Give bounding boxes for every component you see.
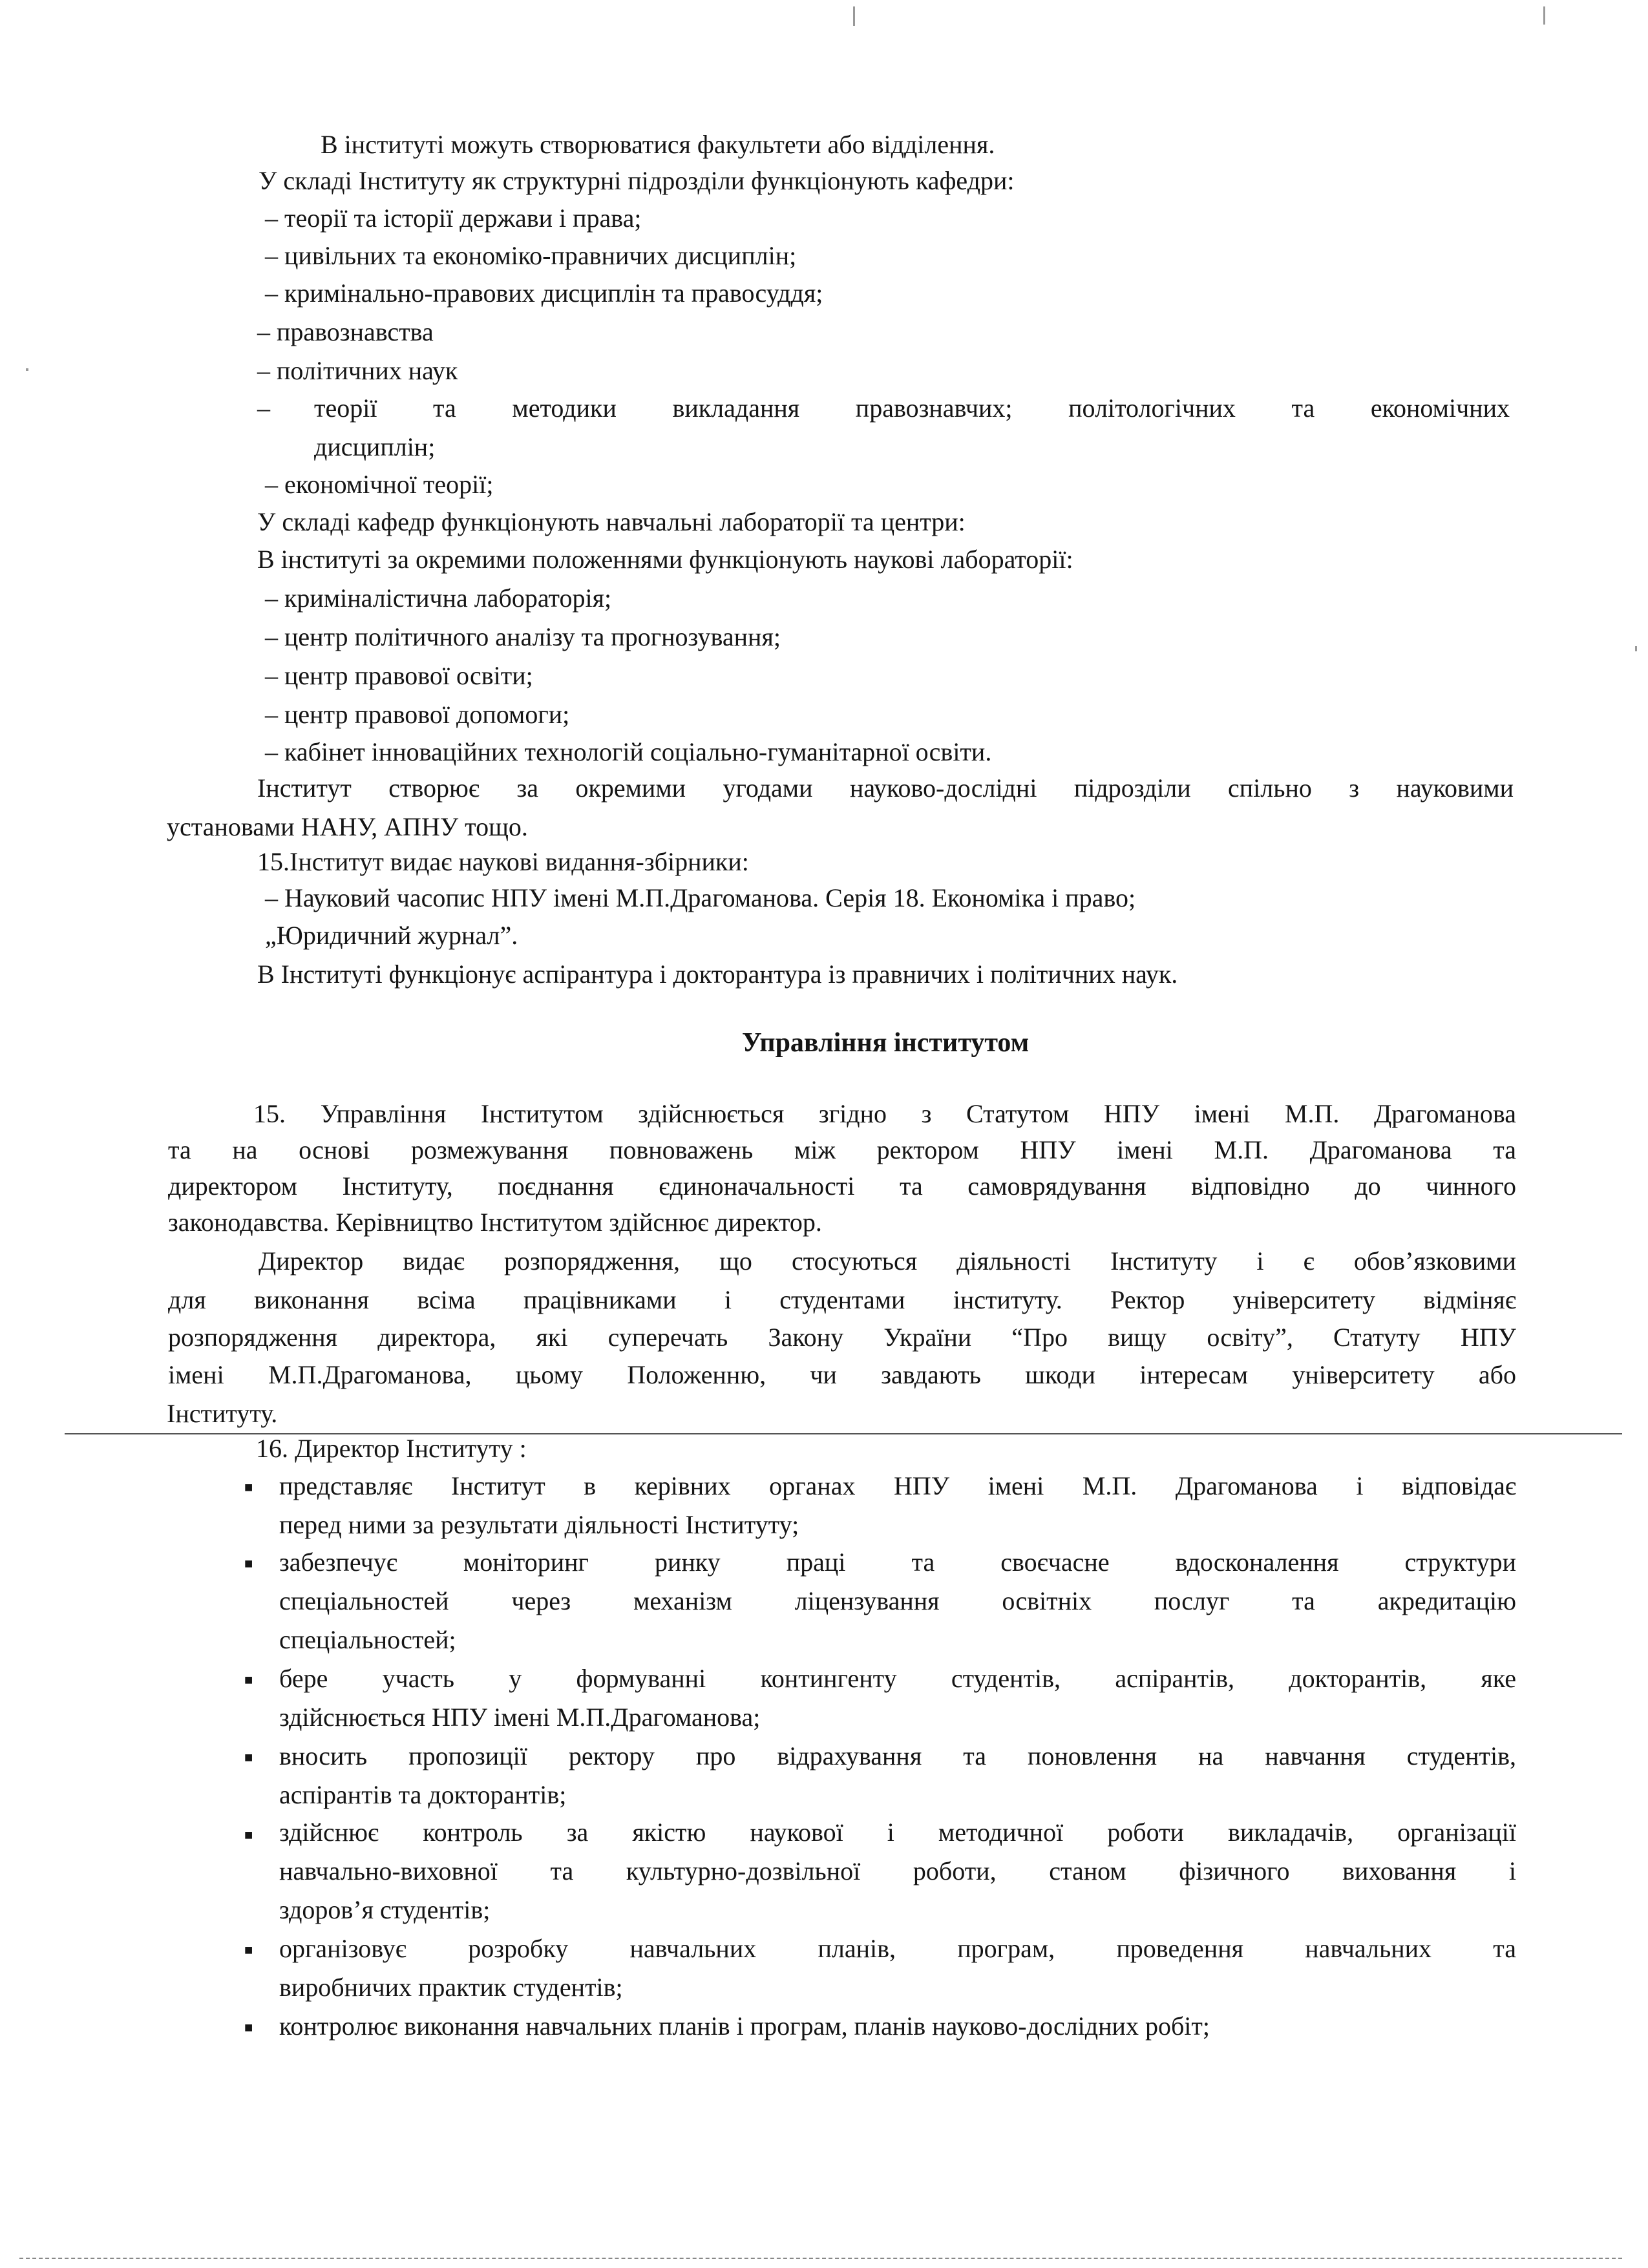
duty-line: представляє Інститут в керівних органах НПУ імені М.П. Драгоманова і відповідає [279, 1471, 1516, 1500]
department-item: – цивільних та економіко-правничих дисциплін; [265, 241, 797, 270]
management-line: 15. Управління Інститутом здійснюється згідно з Статутом НПУ імені М.П. Драгоманова [253, 1099, 1516, 1128]
duty-line: виробничих практик студентів; [279, 1973, 623, 2002]
section-heading: Управління інститутом [742, 1028, 1030, 1058]
lab-item: – центр правової допомоги; [265, 700, 570, 729]
lab-item: – центр правової освіти; [265, 661, 533, 690]
graduate-line: В Інституті функціонує аспірантура і докторантура із правничих і політичних наук. [257, 960, 1178, 989]
management-line: законодавства. Керівництво Інститутом здійснює директор. [168, 1208, 822, 1237]
labs-in-departments: У складі кафедр функціонують навчальні лабораторії та центри: [257, 507, 966, 536]
duty-line: перед ними за результати діяльності Інституту; [279, 1510, 799, 1539]
duty-line: здійснюється НПУ імені М.П.Драгоманова; [279, 1703, 761, 1732]
publication-item: – Науковий часопис НПУ імені М.П.Драгоманова. Серія 18. Економіка і право; [265, 883, 1136, 912]
scan-speck [26, 368, 28, 371]
duty-line: забезпечує моніторинг ринку праці та своєчасне вдосконалення структури [279, 1548, 1516, 1577]
scan-speck [1635, 646, 1637, 651]
research-line: установами НАНУ, АПНУ тощо. [167, 812, 528, 841]
orders-line: Директор видає розпорядження, що стосуються діяльності Інституту і є обов’язковими [259, 1246, 1516, 1276]
labs-intro: В інституті за окремими положеннями функціонують наукові лабораторії: [257, 545, 1073, 574]
duty-line: спеціальностей через механізм ліцензування освітніх послуг та акредитацію [279, 1586, 1516, 1615]
bullet-icon: ■ [244, 2019, 253, 2035]
bullet-icon: ■ [244, 1672, 253, 1688]
scan-speck [1543, 6, 1545, 25]
duty-line: навчально-виховної та культурно-дозвільної роботи, станом фізичного виховання і [279, 1856, 1516, 1885]
duty-line: здоров’я студентів; [279, 1895, 491, 1924]
bullet-icon: ■ [244, 1479, 253, 1495]
bullet-icon: ■ [244, 1555, 253, 1571]
lab-item: – центр політичного аналізу та прогнозування; [265, 622, 781, 651]
duty-line: організовує розробку навчальних планів, програм, проведення навчальних та [279, 1934, 1516, 1963]
scan-edge-line [19, 2258, 1622, 2259]
duty-line: вносить пропозиції ректору про відрахування та поновлення на навчання студентів, [279, 1741, 1516, 1770]
lab-item: – криміналістична лабораторія; [265, 583, 612, 613]
department-item: – теорії та історії держави і права; [265, 204, 642, 233]
department-item: – кримінально-правових дисциплін та правосуддя; [265, 278, 823, 308]
lab-item: – кабінет інноваційних технологій соціально-гуманітарної освіти. [265, 737, 992, 766]
publication-item: „Юридичний журнал”. [265, 921, 518, 950]
duty-line: спеціальностей; [279, 1625, 456, 1654]
department-item: – економічної теорії; [265, 470, 494, 499]
duty-line: контролює виконання навчальних планів і програм, планів науково-дослідних робіт; [279, 2011, 1210, 2041]
department-item: – політичних наук [257, 356, 458, 385]
bullet-icon: ■ [244, 1827, 253, 1843]
department-dash: – [257, 394, 270, 423]
orders-line: Інституту. [167, 1399, 278, 1428]
orders-line: імені М.П.Драгоманова, цьому Положенню, чи завдають шкоди інтересам університету або [168, 1360, 1516, 1389]
orders-line: для виконання всіма працівниками і студентами інституту. Ректор університету відміняє [168, 1285, 1516, 1314]
scan-speck [853, 6, 855, 26]
department-item-cont: дисциплін; [314, 432, 436, 461]
management-line: та на основі розмежування повноважень між ректором НПУ імені М.П. Драгоманова та [168, 1135, 1516, 1164]
bullet-icon: ■ [244, 1942, 253, 1958]
departments-intro: У складі Інституту як структурні підрозділи функціонують кафедри: [259, 166, 1015, 195]
intro-line: В інституті можуть створюватися факультети або відділення. [321, 130, 995, 159]
director-heading: 16. Директор Інституту : [256, 1434, 527, 1463]
bullet-icon: ■ [244, 1749, 253, 1765]
duty-line: аспірантів та докторантів; [279, 1780, 567, 1809]
department-item: теорії та методики викладання правознавчих; політологічних та економічних [314, 394, 1510, 423]
orders-line: розпорядження директора, які суперечать Закону України “Про вищу освіту”, Статуту НПУ [168, 1323, 1516, 1352]
department-item: – правознавства [257, 317, 434, 346]
publications-intro: 15.Інститут видає наукові видання-збірники: [257, 847, 749, 876]
duty-line: бере участь у формуванні контингенту студентів, аспірантів, докторантів, яке [279, 1664, 1516, 1693]
management-line: директором Інституту, поєднання єдиноначальності та самоврядування відповідно до чинного [168, 1171, 1516, 1201]
research-line: Інститут створює за окремими угодами науково-дослідні підрозділи спільно з науковими [257, 773, 1514, 803]
duty-line: здійснює контроль за якістю наукової і методичної роботи викладачів, організації [279, 1818, 1516, 1847]
